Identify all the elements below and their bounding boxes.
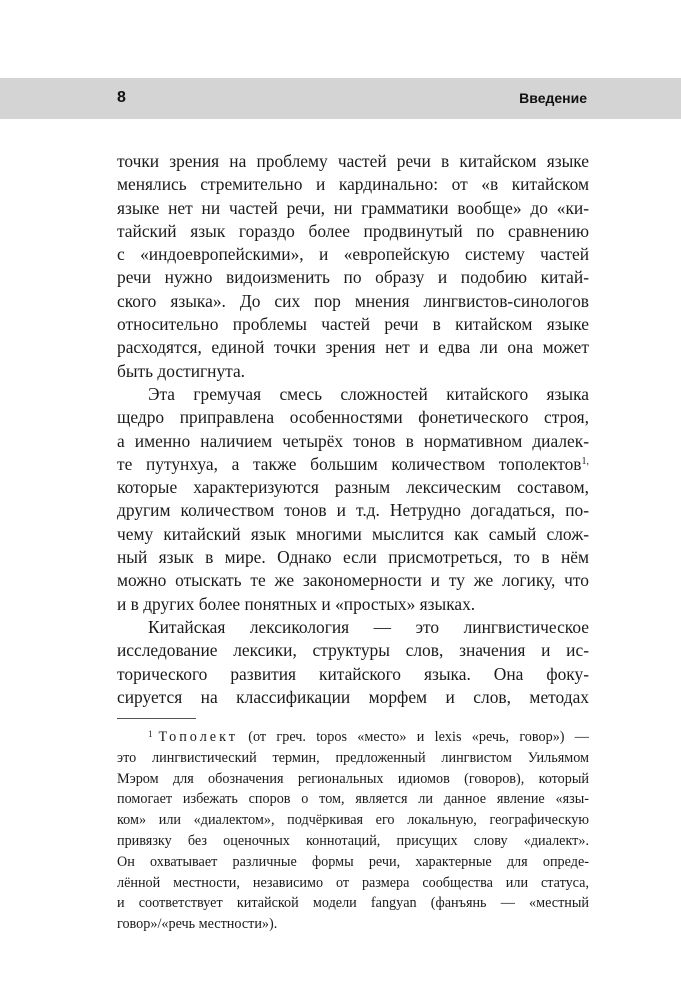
footnote-reference[interactable]: 1, (581, 455, 589, 467)
footnote-line: это лингвистический термин, предложенный лингвистом Уильямом (117, 749, 589, 766)
text-line: Эта гремучая смесь сложностей китайского языка (148, 383, 589, 404)
text-line: языке нет ни частей речи, ни грамматики вообще» до «ки- (117, 197, 589, 218)
text-line: менялись стремительно и кардинально: от «в китайском (117, 174, 589, 195)
footnote-line: помогает избежать споров о том, является ли данное явление «язы- (117, 791, 589, 808)
text-line: речи нужно видоизменить по образу и подобию китай- (117, 267, 589, 288)
footnote-term: Тополект (158, 729, 238, 745)
text-line: исследование лексики, структуры слов, значения и ис- (117, 640, 589, 661)
footnote-line: и соответствует китайской модели fangyan (фанъянь — «местный (117, 895, 589, 912)
text-line: которые характеризуются разным лексическим составом, (117, 477, 589, 498)
page-number: 8 (117, 89, 126, 106)
footnote-first-line (117, 727, 589, 748)
footnote-line: говор»/«речь местности»). (117, 916, 278, 933)
text-line: ный язык в мире. Однако если присмотреться, то в нём (117, 547, 589, 568)
text-line: и в других более понятных и «простых» языках. (117, 593, 476, 614)
footnote (117, 727, 589, 935)
main-text (117, 150, 589, 709)
text-line: тайский язык гораздо более продвинутый по сравнению (117, 220, 589, 241)
text-line: расходятся, единой точки зрения нет и едва ли она может (117, 337, 589, 358)
text-line: сируется на классификации морфем и слов, методах (117, 686, 589, 707)
footnote-line: лённой местности, независимо от размера сообщества или статуса, (117, 874, 589, 891)
footnote-divider (117, 718, 196, 719)
text-line: торического развития китайского языка. Она фоку- (117, 663, 589, 684)
footnote-line: привязку без оценочных коннотаций, присущих слову «диалект». (117, 832, 589, 849)
text-line: относительно проблемы частей речи в китайском языке (117, 314, 589, 335)
footnote-line: ком» или «диалектом», подчёркивая его локальную, географическую (117, 812, 589, 829)
footnote-text-segment: (от греч. topos «место» и lexis «речь, говор») — (248, 729, 589, 745)
footnote-line: Мэром для обозначения региональных идиомов (говоров), который (117, 770, 589, 787)
text-line: а именно наличием четырёх тонов в нормативном диалек- (117, 430, 589, 451)
footnote-line: Он охватывает различные формы речи, характерные для опреде- (117, 853, 589, 870)
text-line: щедро приправлена особенностями фонетического строя, (117, 407, 589, 428)
text-line-with-footnote-ref (117, 453, 589, 476)
running-header (0, 78, 681, 119)
text-line: Китайская лексикология — это лингвистическое (148, 616, 589, 637)
text-line: ского языка». До сих пор мнения лингвистов-синологов (117, 290, 589, 311)
text-line: быть достигнута. (117, 360, 246, 381)
text-line-segment: те путунхуа, а также большим количеством тополектов (117, 453, 582, 474)
text-line: можно отыскать те же закономерности и ту же логику, что (117, 570, 589, 591)
text-line: точки зрения на проблему частей речи в китайском языке (117, 151, 589, 171)
text-line: чему китайский язык многими мыслится как самый слож- (117, 523, 589, 544)
section-title: Введение (519, 90, 587, 106)
footnote-number: 1 (148, 729, 153, 739)
text-line: другим количеством тонов и т.д. Нетрудно догадаться, по- (117, 500, 589, 521)
text-line: с «индоевропейскими», и «европейскую систему частей (117, 244, 589, 265)
